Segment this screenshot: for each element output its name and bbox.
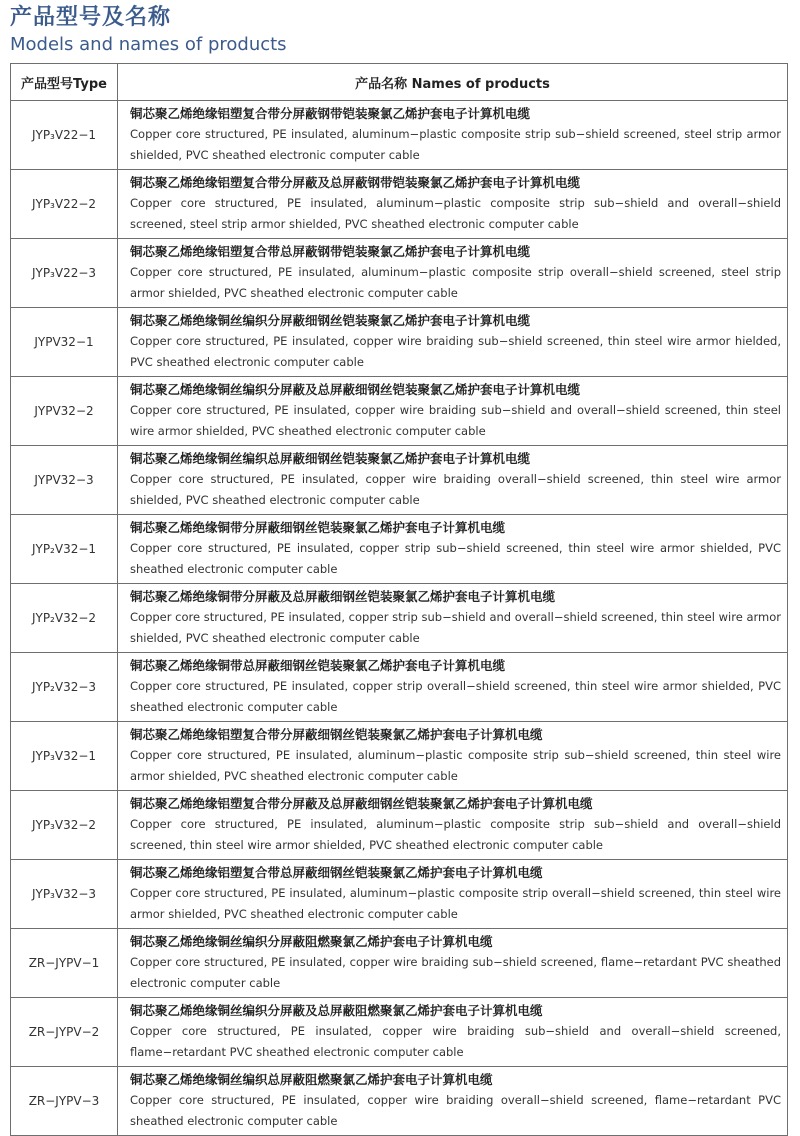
product-type-cell: JYP₃V32−3	[11, 860, 118, 929]
product-name-en: Copper core structured, PE insulated, copper wire braiding overall−shield screened, thin steel wire armor shielded, PVC sheathed electronic computer cable	[130, 472, 781, 507]
product-type-cell: JYP₃V22−3	[11, 239, 118, 308]
page-title-en: Models and names of products	[10, 34, 287, 55]
product-name-cell	[118, 308, 788, 377]
product-name-zh: 铜芯聚乙烯绝缘铜丝编织分屏蔽及总屏蔽细钢丝铠装聚氯乙烯护套电子计算机电缆	[130, 382, 581, 397]
product-name-en: Copper core structured, PE insulated, copper wire braiding sub−shield screened, thin steel wire armor hielded, PVC sheathed electronic computer cable	[130, 334, 781, 369]
product-name-cell	[118, 446, 788, 515]
product-name-en: Copper core structured, PE insulated, aluminum−plastic composite strip sub−shield screened, thin steel wire armor shielded, PVC sheathed electronic computer cable	[130, 748, 781, 783]
product-name-cell	[118, 860, 788, 929]
product-name-cell	[118, 929, 788, 998]
product-name-en: Copper core structured, PE insulated, copper wire braiding sub−shield screened, flame−retardant PVC sheathed electronic computer cable	[130, 955, 781, 990]
product-name-en: Copper core structured, PE insulated, aluminum−plastic composite strip overall−shield screened, steel strip armor shielded, PVC sheathed electronic computer cable	[130, 265, 781, 300]
table-row	[11, 308, 788, 377]
product-type-cell: JYPV32−1	[11, 308, 118, 377]
product-name-cell	[118, 515, 788, 584]
product-name-zh: 铜芯聚乙烯绝缘铝塑复合带总屏蔽钢带铠装聚氯乙烯护套电子计算机电缆	[130, 244, 531, 259]
table-row	[11, 101, 788, 170]
product-type-cell: JYPV32−3	[11, 446, 118, 515]
table-row	[11, 584, 788, 653]
product-type-cell: JYP₃V32−2	[11, 791, 118, 860]
product-type-cell: ZR−JYPV−3	[11, 1067, 118, 1136]
table-header-row	[11, 64, 788, 101]
table-row	[11, 377, 788, 446]
product-name-zh: 铜芯聚乙烯绝缘铝塑复合带总屏蔽细钢丝铠装聚氯乙烯护套电子计算机电缆	[130, 865, 543, 880]
table-body	[11, 101, 788, 1136]
product-type-cell: JYP₃V22−1	[11, 101, 118, 170]
product-type-cell: JYP₂V32−2	[11, 584, 118, 653]
product-name-en: Copper core structured, PE insulated, copper strip overall−shield screened, thin steel wire armor shielded, PVC sheathed electronic computer cable	[130, 679, 781, 714]
product-name-cell	[118, 791, 788, 860]
product-name-cell	[118, 101, 788, 170]
table-row	[11, 515, 788, 584]
product-name-zh: 铜芯聚乙烯绝缘铜带分屏蔽及总屏蔽细钢丝铠装聚氯乙烯护套电子计算机电缆	[130, 589, 556, 604]
table-row	[11, 446, 788, 515]
page-heading	[10, 4, 287, 56]
product-name-zh: 铜芯聚乙烯绝缘铝塑复合带分屏蔽钢带铠装聚氯乙烯护套电子计算机电缆	[130, 106, 531, 121]
product-type-cell: JYP₂V32−3	[11, 653, 118, 722]
product-name-en: Copper core structured, PE insulated, copper strip sub−shield screened, thin steel wire armor shielded, PVC sheathed electronic computer cable	[130, 541, 781, 576]
product-name-zh: 铜芯聚乙烯绝缘铜丝编织总屏蔽细钢丝铠装聚氯乙烯护套电子计算机电缆	[130, 451, 531, 466]
product-name-cell	[118, 1067, 788, 1136]
product-type-cell: ZR−JYPV−2	[11, 998, 118, 1067]
product-name-cell	[118, 653, 788, 722]
table-row	[11, 929, 788, 998]
product-name-cell	[118, 377, 788, 446]
product-name-en: Copper core structured, PE insulated, copper wire braiding sub−shield and overall−shield screened, thin steel wire armor shielded, PVC sheathed electronic computer cable	[130, 403, 781, 438]
product-type-cell: JYP₂V32−1	[11, 515, 118, 584]
products-table	[10, 63, 788, 1136]
table-row	[11, 170, 788, 239]
product-name-zh: 铜芯聚乙烯绝缘铜带分屏蔽细钢丝铠装聚氯乙烯护套电子计算机电缆	[130, 520, 506, 535]
product-type-cell: ZR−JYPV−1	[11, 929, 118, 998]
product-name-zh: 铜芯聚乙烯绝缘铜带总屏蔽细钢丝铠装聚氯乙烯护套电子计算机电缆	[130, 658, 506, 673]
product-name-cell	[118, 239, 788, 308]
product-name-en: Copper core structured, PE insulated, copper wire braiding sub−shield and overall−shield screened, flame−retardant PVC sheathed electronic computer cable	[130, 1024, 781, 1059]
product-name-zh: 铜芯聚乙烯绝缘铜丝编织分屏蔽细钢丝铠装聚氯乙烯护套电子计算机电缆	[130, 313, 531, 328]
product-name-en: Copper core structured, PE insulated, aluminum−plastic composite strip sub−shield and overall−shield screened, steel strip armor shielded, PVC sheathed electronic computer cable	[130, 196, 781, 231]
product-name-zh: 铜芯聚乙烯绝缘铝塑复合带分屏蔽细钢丝铠装聚氯乙烯护套电子计算机电缆	[130, 727, 543, 742]
table-row	[11, 239, 788, 308]
column-header-type: 产品型号Type	[11, 64, 118, 101]
page-title-zh: 产品型号及名称	[10, 5, 172, 30]
product-type-cell: JYP₃V22−2	[11, 170, 118, 239]
product-name-en: Copper core structured, PE insulated, aluminum−plastic composite strip overall−shield screened, thin steel wire armor shielded, PVC sheathed electronic computer cable	[130, 886, 781, 921]
product-name-zh: 铜芯聚乙烯绝缘铜丝编织分屏蔽阻燃聚氯乙烯护套电子计算机电缆	[130, 934, 493, 949]
product-name-zh: 铜芯聚乙烯绝缘铜丝编织分屏蔽及总屏蔽阻燃聚氯乙烯护套电子计算机电缆	[130, 1003, 543, 1018]
product-name-zh: 铜芯聚乙烯绝缘铝塑复合带分屏蔽及总屏蔽钢带铠装聚氯乙烯护套电子计算机电缆	[130, 175, 581, 190]
product-name-cell	[118, 170, 788, 239]
product-type-cell: JYP₃V32−1	[11, 722, 118, 791]
table-row	[11, 1067, 788, 1136]
product-name-cell	[118, 584, 788, 653]
table-row	[11, 722, 788, 791]
table-row	[11, 860, 788, 929]
product-name-en: Copper core structured, PE insulated, copper wire braiding overall−shield screened, flame−retardant PVC sheathed electronic computer cable	[130, 1093, 781, 1128]
product-name-en: Copper core structured, PE insulated, aluminum−plastic composite strip sub−shield screened, steel strip armor shielded, PVC sheathed electronic computer cable	[130, 127, 781, 162]
product-name-en: Copper core structured, PE insulated, aluminum−plastic composite strip sub−shield and overall−shield screened, thin steel wire armor shielded, PVC sheathed electronic computer cable	[130, 817, 781, 852]
table-row	[11, 998, 788, 1067]
product-name-zh: 铜芯聚乙烯绝缘铝塑复合带分屏蔽及总屏蔽细钢丝铠装聚氯乙烯护套电子计算机电缆	[130, 796, 593, 811]
column-header-name: 产品名称 Names of products	[118, 64, 788, 101]
table-row	[11, 653, 788, 722]
table-row	[11, 791, 788, 860]
product-type-cell: JYPV32−2	[11, 377, 118, 446]
product-name-cell	[118, 998, 788, 1067]
product-name-zh: 铜芯聚乙烯绝缘铜丝编织总屏蔽阻燃聚氯乙烯护套电子计算机电缆	[130, 1072, 493, 1087]
product-name-en: Copper core structured, PE insulated, copper strip sub−shield and overall−shield screened, thin steel wire armor shielded, PVC sheathed electronic computer cable	[130, 610, 781, 645]
product-name-cell	[118, 722, 788, 791]
